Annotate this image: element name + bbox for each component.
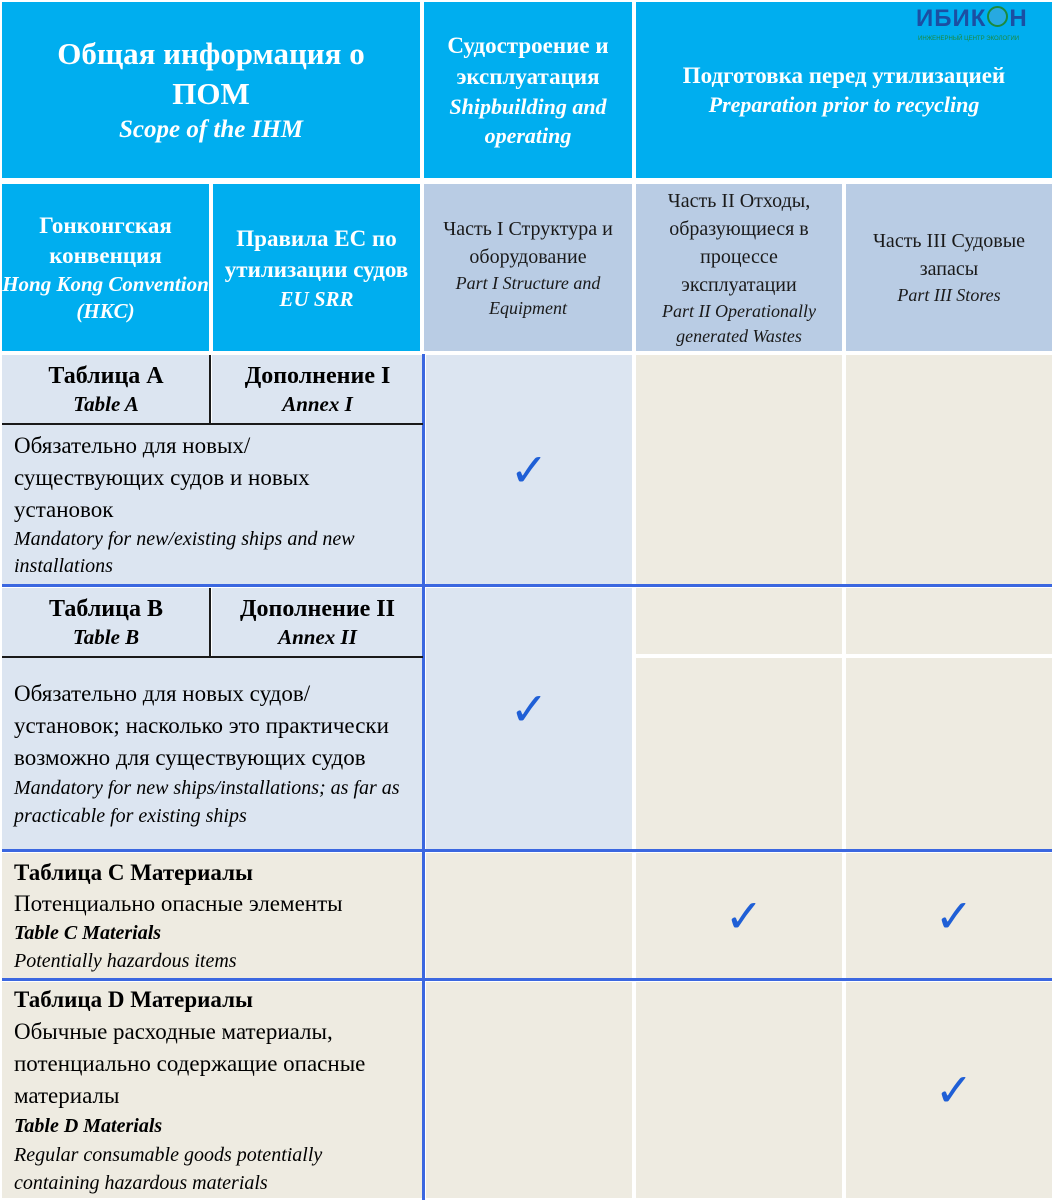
subheader-part1: [424, 184, 632, 351]
row-b-table-en: Table B: [72, 625, 140, 649]
subheader-part2-ru: Часть II Отходы, образующиеся в процессе эксплуатации: [667, 189, 811, 296]
accent-divider-vertical: [422, 354, 425, 1200]
header-recycling-ru: Подготовка перед утилизацией: [682, 63, 1006, 88]
subheader-part3-en: Part III Stores: [897, 285, 1001, 305]
row-c-part2-check-icon: ✓: [724, 888, 764, 943]
row-a-part1-cell: [426, 355, 632, 584]
subheader-eu-en: EU SRR: [279, 286, 354, 311]
row-c-part1-cell: [426, 853, 632, 978]
row-b-part1-cell: [426, 588, 632, 849]
row-b-description: [2, 658, 423, 849]
company-logo: [916, 4, 1050, 48]
row-a-part3-cell: [846, 355, 1052, 584]
divider-b-title-mid: [209, 588, 211, 657]
subheader-hkc-ru: Гонконгская конвенция: [39, 212, 172, 268]
subheader-part1-en: Part I Structure and Equipment: [455, 272, 601, 318]
row-a-annex-ru: Дополнение I: [244, 363, 391, 389]
row-a-description-en: Mandatory for new/existing ships and new installations: [14, 527, 355, 577]
row-b-description-ru: Обязательно для новых судов/установок; насколько это практически возможно для существующих судов: [14, 680, 389, 770]
row-b-part3-top: [846, 588, 1052, 654]
subheader-eu-ru: Правила ЕС по утилизации судов: [224, 225, 409, 282]
row-b-table: [2, 588, 210, 656]
subheader-part2: [636, 184, 842, 351]
logo-globe-icon: [987, 6, 1008, 27]
logo-tagline: ИНЖЕНЕРНЫЙ ЦЕНТР ЭКОЛОГИИ: [918, 36, 1020, 42]
row-d-desc-ru: Обычные расходные материалы, потенциально содержащие опасные материалы: [14, 1018, 366, 1108]
row-d-description: [2, 982, 423, 1198]
header-shipbuilding-ru: Судостроение и эксплуатация: [447, 33, 609, 89]
row-b-part2-top: [636, 588, 842, 654]
row-c-title-en: Table C Materials: [14, 921, 162, 944]
row-b-part2-bottom: [636, 658, 842, 849]
row-a-annex-en: Annex I: [282, 392, 353, 416]
row-c-title-ru: Таблица С Материалы: [14, 859, 253, 885]
logo-text: ИБИК: [916, 5, 987, 32]
header-scope: [2, 2, 420, 178]
row-d-part3-cell: [846, 982, 1052, 1198]
subheader-hkc-en: Hong Kong Convention (HKC): [2, 271, 209, 323]
row-b-part3-bottom: [846, 658, 1052, 849]
header-recycling-en: Preparation prior to recycling: [708, 92, 980, 117]
row-c-part3-check-icon: ✓: [934, 888, 974, 943]
accent-divider-row-bc: [2, 849, 1052, 852]
subheader-part3-ru: Часть III Судовые запасы: [872, 230, 1026, 280]
row-a-description: [2, 425, 423, 584]
row-b-annex: [212, 588, 423, 656]
row-c-desc-en: Potentially hazardous items: [14, 949, 237, 972]
row-c-part2-cell: [636, 853, 842, 978]
row-d-desc-en: Regular consumable goods potentially containing hazardous materials: [14, 1143, 323, 1194]
row-d-part3-check-icon: ✓: [934, 1063, 974, 1117]
header-shipbuilding-en: Shipbuilding and operating: [449, 94, 607, 148]
row-d-part1-cell: [426, 982, 632, 1198]
subheader-hkc: [2, 184, 209, 351]
subheader-part1-ru: Часть I Структура и оборудование: [443, 217, 613, 268]
row-c-desc-ru: Потенциально опасные элементы: [14, 890, 343, 916]
row-a-table: [2, 355, 210, 423]
row-b-description-en: Mandatory for new ships/installations; as far as practicable for existing ships: [14, 776, 400, 827]
row-c-description: [2, 853, 423, 978]
row-c-part3-cell: [846, 853, 1052, 978]
divider-b-title: [2, 656, 423, 658]
row-a-table-en: Table A: [73, 392, 139, 416]
divider-a-title: [2, 423, 423, 425]
row-b-annex-ru: Дополнение II: [240, 596, 395, 622]
subheader-part3: [846, 184, 1052, 351]
header-scope-ru: Общая информация о ПОМ: [57, 36, 365, 111]
logo-text-end: Н: [1009, 5, 1028, 32]
row-d-part2-cell: [636, 982, 842, 1198]
row-a-part1-check-icon: ✓: [509, 442, 549, 497]
subheader-eu: [213, 184, 420, 351]
row-b-part1-check-icon: ✓: [509, 681, 549, 736]
accent-divider-row-cd: [2, 978, 1052, 981]
row-b-annex-en: Annex II: [278, 625, 357, 649]
row-a-table-ru: Таблица А: [48, 363, 164, 389]
row-a-annex: [212, 355, 423, 423]
accent-divider-row-ab: [2, 584, 1052, 587]
subheader-part2-en: Part II Operationally generated Wastes: [662, 300, 816, 346]
row-a-part2-cell: [636, 355, 842, 584]
header-shipbuilding: [424, 2, 632, 178]
row-a-description-ru: Обязательно для новых/существующих судов и новых установок: [14, 432, 310, 522]
row-d-title-ru: Таблица D Материалы: [14, 986, 253, 1012]
divider-a-title-mid: [209, 355, 211, 424]
header-scope-en: Scope of the IHM: [118, 116, 304, 143]
row-b-table-ru: Таблица В: [49, 596, 163, 622]
row-d-title-en: Table D Materials: [14, 1114, 163, 1137]
